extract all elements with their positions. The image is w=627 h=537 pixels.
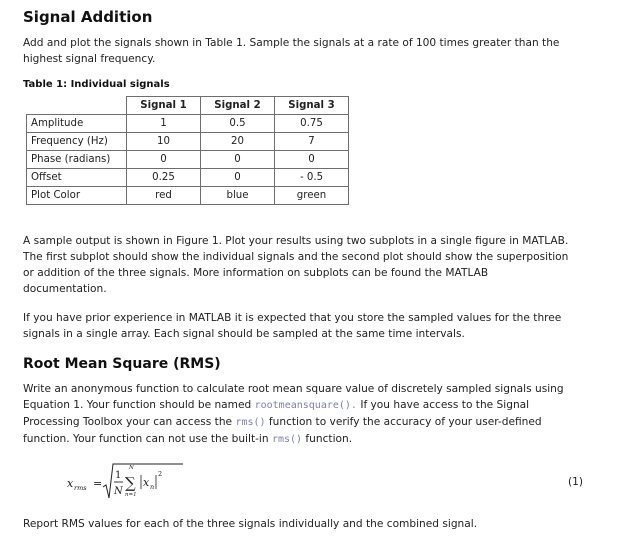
cell: 0.75 [275,115,349,133]
eq-exponent: 2 [158,470,163,478]
intro-line-2: highest signal frequency. [23,53,156,65]
sigma-sign: ∑ [125,474,136,492]
cell: 0 [201,169,275,187]
intro-line-1: Add and plot the signals shown in Table 1. Sample the signals at a rate of 100 times greater than the [23,37,560,49]
eq-equals: = [93,477,103,490]
intro-paragraph [23,35,559,67]
cell: 7 [275,133,349,151]
table-row [27,169,349,187]
eq-lhs-subscript: rms [74,484,87,492]
cell: - 0.5 [275,169,349,187]
table-caption: Table 1: Individual signals [23,79,170,90]
eq-lhs: x [67,477,74,490]
table-row [27,187,349,205]
cell: 1 [127,115,201,133]
rms-line-2-text: Equation 1. Your function should be named [23,399,255,411]
rms-line-1: Write an anonymous function to calculate root mean square value of discretely sampled signals using [23,383,564,395]
rms-function-code: rms() [235,417,266,428]
page-title: Signal Addition [23,8,153,26]
report-line: Report RMS values for each of the three signals individually and the combined signal. [23,518,478,530]
prior-experience-paragraph [23,310,561,342]
rms-line-2-text-end: If you have access to the Signal [356,399,530,411]
row-label: Offset [27,169,127,187]
sample-line-3: or addition of the three signals. More information on subplots can be found the MATLAB [23,267,489,279]
rms-line-4 [23,431,564,448]
eq-one: 1 [115,470,122,481]
cell: green [275,187,349,205]
cell: 0 [275,151,349,169]
table-header-row [27,97,349,115]
sample-line-2: The first subplot should show the individual signals and the second plot should show the superposition [23,251,569,263]
rms-equation [65,458,205,506]
cell: 10 [127,133,201,151]
cell: blue [201,187,275,205]
header-signal-1: Signal 1 [127,97,201,115]
cell: 0 [201,151,275,169]
table-row [27,133,349,151]
rms-function-code-2: rms() [271,434,303,445]
table-row [27,115,349,133]
function-name-code: rootmeansquare(). [254,400,357,411]
eq-n: N [114,486,123,497]
row-label: Amplitude [27,115,127,133]
rms-paragraph [23,381,564,448]
eq-xn-subscript: n [150,483,155,491]
row-label: Phase (radians) [27,151,127,169]
rms-line-2 [23,397,564,414]
row-label: Frequency (Hz) [27,133,127,151]
rms-line-3-text-end: function to verify the accuracy of your user-defined [265,416,542,428]
row-label: Plot Color [27,187,127,205]
header-signal-2: Signal 2 [201,97,275,115]
cell: 20 [201,133,275,151]
prior-line-2: signals in a single array. Each signal should be sampled at the same time intervals. [23,328,465,340]
cell: 0 [127,151,201,169]
cell: red [127,187,201,205]
sum-upper: N [129,465,134,471]
prior-line-1: If you have prior experience in MATLAB it is expected that you store the sampled values for the three [23,312,562,324]
rms-line-3 [23,414,564,431]
cell: 0.5 [201,115,275,133]
rms-line-3-text: Processing Toolbox your can access the [23,416,236,428]
sample-output-paragraph [23,233,568,297]
header-signal-3: Signal 3 [275,97,349,115]
sample-line-1: A sample output is shown in Figure 1. Plot your results using two subplots in a single figure in MATLAB. [23,235,569,247]
equation-number: (1) [568,476,584,488]
rms-heading: Root Mean Square (RMS) [23,356,221,372]
eq-xn: x [143,476,150,489]
rms-line-4-text: function. Your function can not use the built-in [23,433,272,445]
cell: 0.25 [127,169,201,187]
table-corner [27,97,127,115]
sum-lower: n=1 [125,492,137,498]
signals-table [26,96,349,205]
sample-line-4: documentation. [23,283,107,295]
table-row [27,151,349,169]
rms-line-4-text-end: function. [302,433,353,445]
